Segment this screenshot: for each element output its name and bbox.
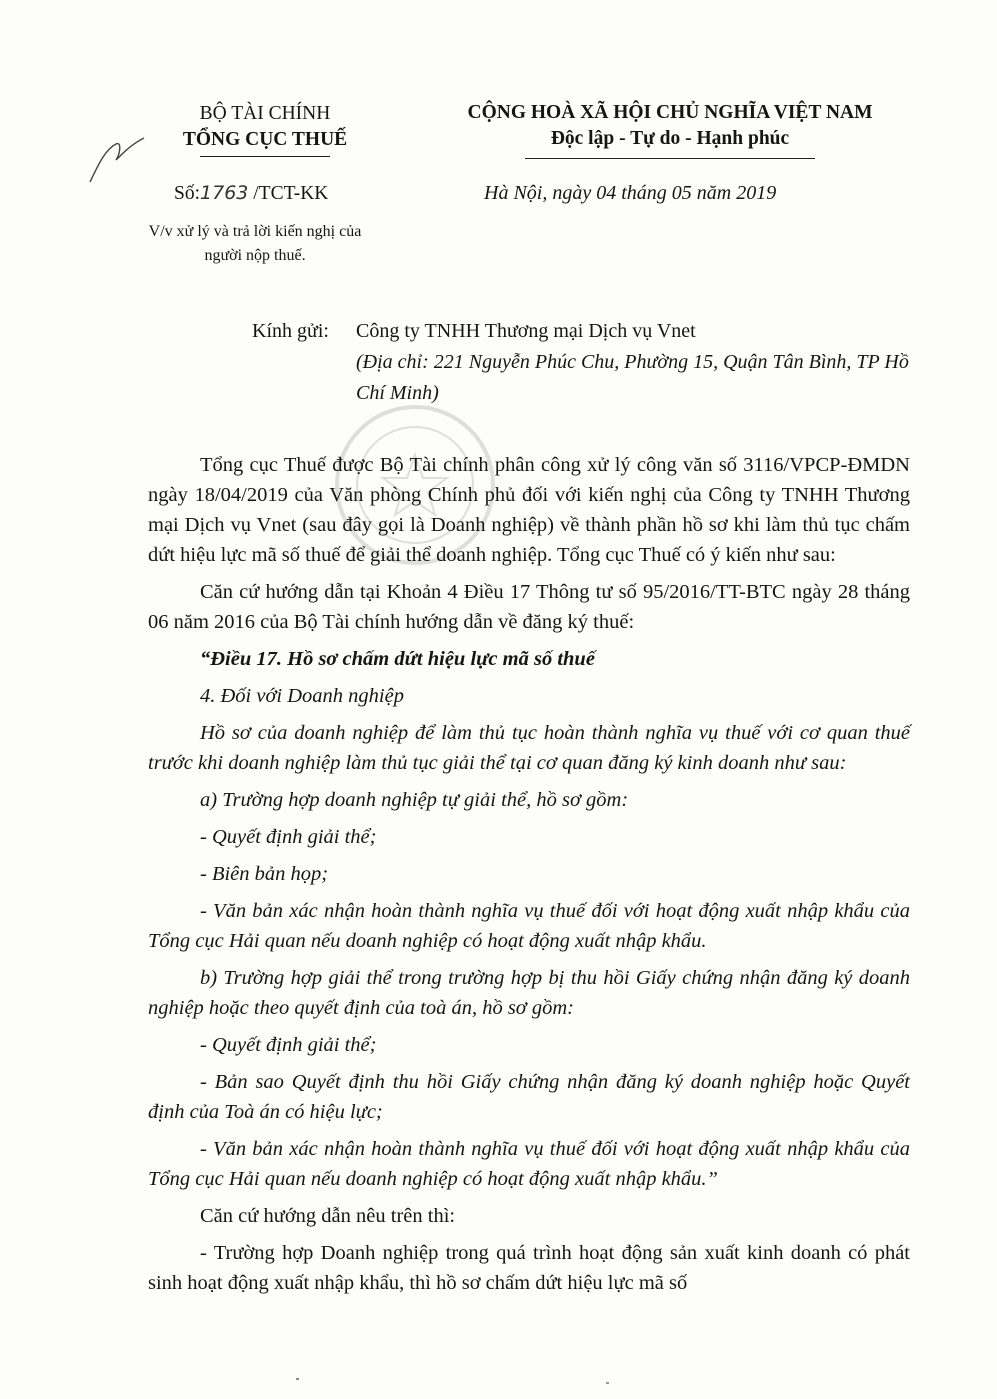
letter-body [148,450,910,1298]
quoted-list-item: - Văn bản xác nhận hoàn thành nghĩa vụ thuế đối với hoạt động xuất nhập khẩu của Tổng cục Hải quan nếu doanh nghiệp có hoạt động xuất nhập khẩu. [148,900,910,952]
quoted-item-a: a) Trường hợp doanh nghiệp tự giải thể, hồ sơ gồm: [200,789,629,811]
paragraph-conclusion: - Trường hợp Doanh nghiệp trong quá trình hoạt động sản xuất kinh doanh có phát sinh hoạt động xuất nhập khẩu, thì hồ sơ chấm dứt hiệu lực mã số [148,1242,910,1294]
paragraph-intro: Tổng cục Thuế được Bộ Tài chính phân công xử lý công văn số 3116/VPCP-ĐMDN ngày 18/04/2019 của Văn phòng Chính phủ đối với kiến nghị của Công ty TNHH Thương mại Dịch vụ Vnet (sau đây gọi là Doanh nghiệp) về thành phần hồ sơ khi làm thủ tục chấm dứt hiệu lực mã số thuế để giải thể doanh nghiệp. Tổng cục Thuế có ý kiến như sau: [148,454,910,566]
quoted-list-item: - Biên bản họp; [200,863,329,885]
motto-underline [525,158,815,159]
recipient-name: Công ty TNHH Thương mại Dịch vụ Vnet [356,320,696,342]
recipient-address: (Địa chỉ: 221 Nguyễn Phúc Chu, Phường 15, Quận Tân Bình, TP Hồ Chí Minh) [356,351,909,404]
recipient-block [252,316,912,409]
document-number-suffix: /TCT-KK [253,183,329,204]
quoted-clause-heading: 4. Đối với Doanh nghiệp [200,685,404,707]
issuer-block [140,102,390,157]
department-name: TỔNG CỤC THUẾ [182,129,348,150]
document-subject: V/v xử lý và trả lời kiến nghị của người nộp thuế. [148,223,362,264]
scan-speck [296,1378,299,1380]
scan-speck [606,1382,609,1384]
quoted-article-title: “Điều 17. Hồ sơ chấm dứt hiệu lực mã số thuế [200,648,595,670]
quoted-list-item: - Bản sao Quyết định thu hồi Giấy chứng nhận đăng ký doanh nghiệp hoặc Quyết định của Toà án có hiệu lực; [148,1071,910,1123]
document-number-prefix: Số: [174,183,201,204]
quoted-item-b: b) Trường hợp giải thể trong trường hợp bị thu hồi Giấy chứng nhận đăng ký doanh nghiệp hoặc theo quyết định của toà án, hồ sơ gồm: [148,967,910,1019]
department-underline [200,156,330,157]
recipient-label: Kính gửi: [252,320,329,342]
quoted-list-item: - Văn bản xác nhận hoàn thành nghĩa vụ thuế đối với hoạt động xuất nhập khẩu của Tổng cục Hải quan nếu doanh nghiệp có hoạt động xuất nhập khẩu.” [148,1138,910,1190]
quoted-list-item: - Quyết định giải thể; [200,826,377,848]
national-header [430,100,910,159]
document-number-handwritten: 1763 [200,182,249,204]
quoted-paragraph: Hồ sơ của doanh nghiệp để làm thủ tục hoàn thành nghĩa vụ thuế với cơ quan thuế trước khi doanh nghiệp làm thủ tục giải thể tại cơ quan đăng ký kinh doanh như sau: [148,722,910,774]
document-number [174,182,328,205]
nation-title: CỘNG HOÀ XÃ HỘI CHỦ NGHĨA VIỆT NAM [467,102,873,123]
national-motto: Độc lập - Tự do - Hạnh phúc [550,128,790,149]
dateline: Hà Nội, ngày 04 tháng 05 năm 2019 [484,182,777,204]
paragraph-legal-basis: Căn cứ hướng dẫn tại Khoản 4 Điều 17 Thông tư số 95/2016/TT-BTC ngày 28 tháng 06 năm 2016 của Bộ Tài chính hướng dẫn về đăng ký thuế: [148,581,910,633]
ministry-name: BỘ TÀI CHÍNH [199,103,331,124]
paragraph-conclusion-intro: Căn cứ hướng dẫn nêu trên thì: [200,1205,456,1227]
quoted-list-item: - Quyết định giải thể; [200,1034,377,1056]
